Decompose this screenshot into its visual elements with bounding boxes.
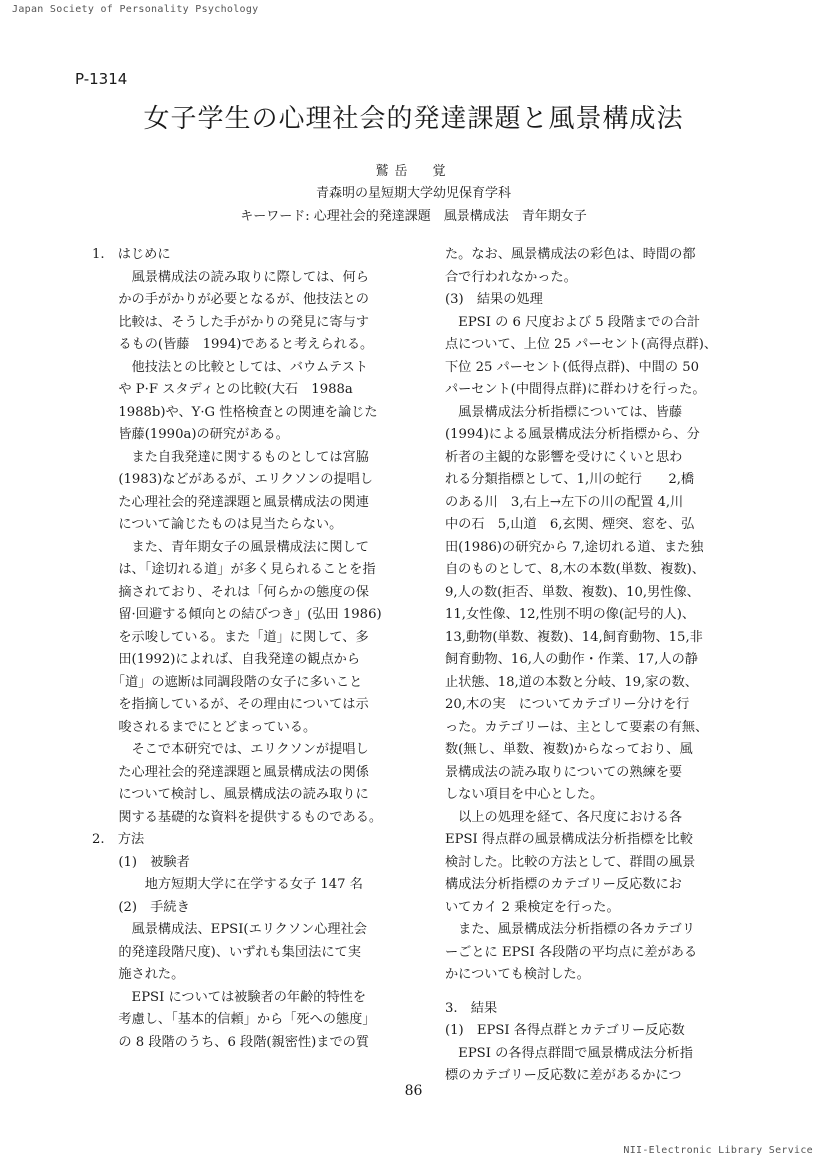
left-column-line: の 8 段階のうち、6 段階(親密性)までの質	[92, 1034, 370, 1050]
left-column-line: について検討し、風景構成法の読み取りに	[92, 787, 369, 802]
right-column-line: (1) EPSI 各得点群とカテゴリー反応数	[445, 1023, 685, 1038]
right-column-line: た。なお、風景構成法の彩色は、時間の都	[445, 247, 696, 262]
right-column-line: 20,木の実 についてカテゴリー分けを行	[445, 697, 690, 712]
keywords-line: キーワード: 心理社会的発達課題 風景構成法 青年期女子	[240, 209, 587, 224]
right-column-line: のある川 3,右上→左下の川の配置 4,川	[445, 494, 684, 510]
left-column-line: そこで本研究では、エリクソンが提唱し	[92, 742, 369, 757]
right-column-line: EPSI の各得点群間で風景構成法分析指	[445, 1045, 693, 1061]
left-column-line: を指摘しているが、その理由については示	[92, 697, 369, 712]
left-column-line: 関する基礎的な資料を提供するものである。	[92, 809, 383, 825]
right-column-line: 飼育動物、16,人の動作・作業、17,人の静	[445, 652, 698, 667]
left-column-line: は、「途切れる道」が多く見られることを指	[92, 562, 376, 577]
right-column-line: 標のカテゴリー反応数に差があるかにつ	[445, 1068, 682, 1083]
right-column-line: 析者の主観的な影響を受けにくいと思わ	[445, 449, 683, 465]
right-column-line: 11,女性像、12,性別不明の像(記号的人)、	[445, 607, 696, 622]
left-column-line: を示唆している。また「道」に関して、多	[92, 629, 369, 645]
left-column-line: た心理社会的発達課題と風景構成法の関係	[92, 764, 369, 780]
left-column-line: 2. 方法	[92, 832, 145, 847]
left-column-line: 的発達段階尺度)、いずれも集団法にて実	[92, 944, 361, 960]
left-column-line: 留·回避する傾向との結びつき」(弘田 1986)	[92, 607, 382, 622]
right-column-line: (3) 結果の処理	[445, 292, 543, 307]
right-column-line: EPSI の 6 尺度および 5 段階までの合計	[445, 314, 701, 330]
right-column-line: 合で行われなかった。	[445, 269, 577, 285]
right-column-line: 中の石 5,山道 6,玄関、煙突、窓を、弘	[445, 517, 695, 532]
author-affiliation: 青森明の星短期大学幼児保育学科	[315, 186, 511, 201]
paper-id: P-1314	[75, 70, 128, 88]
library-footer-note: NII-Electronic Library Service	[623, 1145, 813, 1156]
left-column-line: また、青年期女子の風景構成法に関して	[92, 539, 369, 555]
left-column-line: かの手がかりが必要となるが、他技法との	[92, 292, 369, 307]
author-name: 鷲岳 覚	[375, 164, 452, 179]
right-column-line: 13,動物(単数、複数)、14,飼育動物、15,非	[445, 629, 703, 645]
left-column-line: 風景構成法、EPSI(エリクソン心理社会	[92, 922, 367, 937]
right-column-line: 検討した。比較の方法として、群間の風景	[445, 854, 696, 870]
left-column-line: るもの(皆藤 1994)であると考えられる。	[92, 337, 374, 352]
left-column-line: た心理社会的発達課題と風景構成法の関連	[92, 494, 369, 510]
left-column-line: 唆されるまでにとどまっている。	[92, 719, 317, 735]
right-column	[445, 244, 757, 1088]
left-column-line: 摘されており、それは「何らかの態度の保	[92, 584, 369, 600]
left-column-line: 1988b)や、Y·G 性格検査との関連を論じた	[92, 404, 378, 420]
left-column-line: 皆藤(1990a)の研究がある。	[92, 427, 289, 442]
right-column-line: れる分類指標として、1,川の蛇行 2,橋	[445, 472, 695, 487]
right-column-line: ーごとに EPSI 各段階の平均点に差がある	[445, 944, 698, 960]
left-column-line: 他技法との比較としては、バウムテスト	[92, 359, 369, 375]
right-column-line: 以上の処理を経て、各尺度における各	[445, 809, 683, 825]
left-column-line: 「道」の遮断は同調段階の女子に多いこと	[92, 674, 363, 690]
left-column-line: EPSI については被験者の年齢的特性を	[92, 989, 367, 1005]
right-column-line: いてカイ 2 乗検定を行った。	[445, 899, 620, 915]
right-column-line: パーセント(中間得点群)に群わけを行った。	[445, 382, 706, 397]
left-column-line: 考慮し、「基本的信頼」から「死への態度」	[92, 1012, 376, 1027]
left-column-line: や P·F スタディとの比較(大石 1988a	[92, 382, 353, 397]
left-column-line: 比較は、そうした手がかりの発見に寄与す	[92, 314, 369, 330]
right-column-line: った。カテゴリーは、主として要素の有無、	[445, 719, 709, 735]
paper-title: 女子学生の心理社会的発達課題と風景構成法	[143, 104, 684, 134]
right-column-line: 構成法分析指標のカテゴリー反応数にお	[445, 877, 682, 892]
left-column-line: (1) 被験者	[92, 854, 190, 870]
right-column-line: 下位 25 パーセント(低得点群)、中間の 50	[445, 359, 699, 375]
left-column	[92, 244, 404, 1054]
right-column-line: また、風景構成法分析指標の各カテゴリ	[445, 922, 696, 937]
left-column-line: 1. はじめに	[92, 247, 171, 262]
left-column-line: について論じたものは見当たらない。	[92, 517, 343, 532]
page-number: 86	[404, 1083, 423, 1099]
left-column-line: 地方短期大学に在学する女子 147 名	[92, 877, 363, 892]
left-column-line: (2) 手続き	[92, 899, 190, 915]
right-column-line	[445, 987, 757, 998]
right-column-line: EPSI 得点群の風景構成法分析指標を比較	[445, 832, 693, 847]
right-column-line: 風景構成法分析指標については、皆藤	[445, 404, 683, 420]
left-column-line: 田(1992)によれば、自我発達の観点から	[92, 652, 361, 667]
right-column-line: (1994)による風景構成法分析指標から、分	[445, 427, 700, 442]
left-column-line: 風景構成法の読み取りに際しては、何ら	[92, 269, 369, 285]
left-column-line: (1983)などがあるが、エリクソンの提唱し	[92, 472, 373, 487]
journal-header-note: Japan Society of Personality Psychology	[12, 4, 259, 15]
right-column-line: 3. 結果	[445, 1000, 498, 1016]
right-column-line: 景構成法の読み取りについての熟練を要	[445, 764, 683, 780]
right-column-line: かについても検討した。	[445, 967, 590, 982]
right-column-line: しない項目を中心とした。	[445, 787, 604, 802]
left-column-line: また自我発達に関するものとしては宮脇	[92, 449, 369, 465]
right-column-line: 田(1986)の研究から 7,途切れる道、また独	[445, 539, 704, 555]
left-column-line: 施された。	[92, 967, 185, 982]
right-column-line: 止状態、18,道の本数と分岐、19,家の数、	[445, 674, 698, 690]
right-column-line: 数(無し、単数、複数)からなっており、風	[445, 742, 693, 757]
right-column-line: 自のものとして、8,木の本数(単数、複数)、	[445, 562, 705, 577]
right-column-line: 点について、上位 25 パーセント(高得点群)、	[445, 337, 718, 352]
right-column-line: 9,人の数(拒否、単数、複数)、10,男性像、	[445, 584, 700, 600]
